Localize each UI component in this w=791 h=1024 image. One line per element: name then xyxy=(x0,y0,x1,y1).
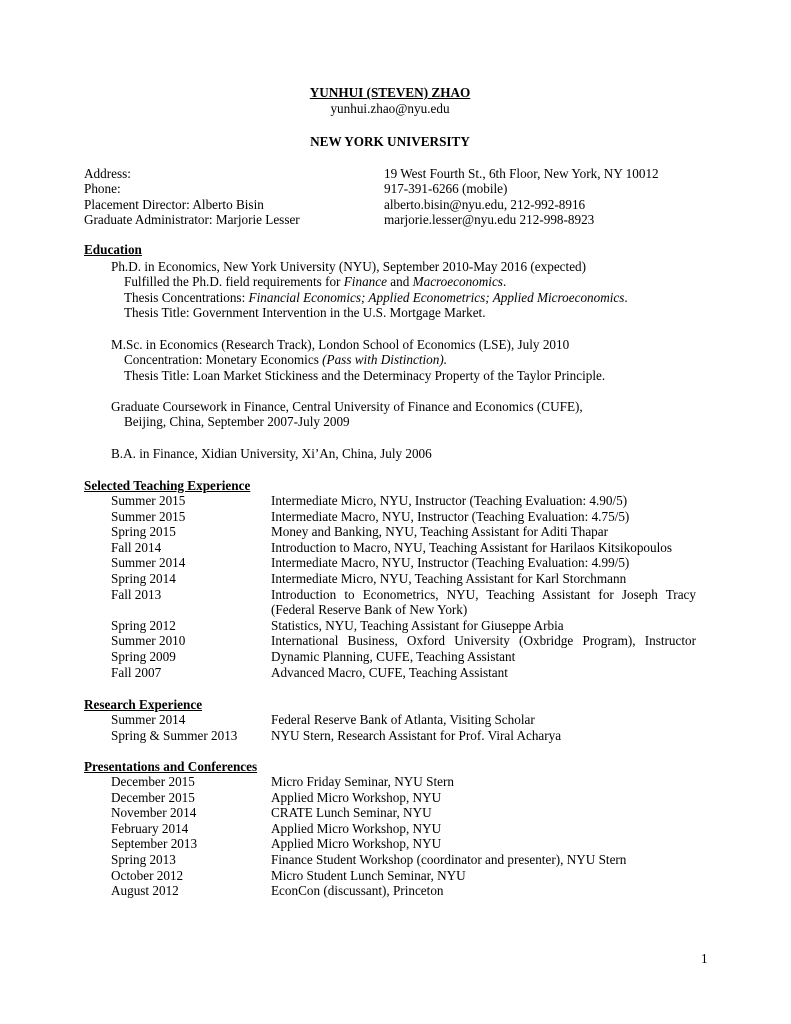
teaching-heading: Selected Teaching Experience xyxy=(84,478,251,493)
teaching-description: Money and Banking, NYU, Teaching Assistant for Aditi Thapar xyxy=(271,524,609,540)
contact-value: 19 West Fourth St., 6th Floor, New York, NY 10012 xyxy=(384,166,659,181)
author-email: yunhui.zhao@nyu.edu xyxy=(330,101,450,116)
teaching-description: Intermediate Macro, NYU, Instructor (Teaching Evaluation: 4.99/5) xyxy=(271,555,630,571)
teaching-term: Summer 2014 xyxy=(111,555,186,571)
teaching-term: Summer 2015 xyxy=(111,508,186,524)
teaching-description: Intermediate Macro, NYU, Instructor (Teaching Evaluation: 4.75/5) xyxy=(271,508,630,524)
presentations-term: December 2015 xyxy=(111,789,195,805)
teaching-description: Advanced Macro, CUFE, Teaching Assistant xyxy=(271,664,508,680)
research-description: Federal Reserve Bank of Atlanta, Visiting Scholar xyxy=(271,712,535,727)
teaching-term: Fall 2007 xyxy=(111,664,162,680)
presentations-term: November 2014 xyxy=(111,805,197,821)
research-term: Spring & Summer 2013 xyxy=(111,727,238,743)
cufe-coursework: Graduate Coursework in Finance, Central University of Finance and Economics (CUFE), xyxy=(111,399,583,414)
contact-value: marjorie.lesser@nyu.edu 212-998-8923 xyxy=(384,212,595,227)
teaching-description: International Business, Oxford University (Oxbridge Program), Instructor xyxy=(271,633,696,649)
presentations-description: Micro Student Lunch Seminar, NYU xyxy=(271,867,466,883)
ba-degree: B.A. in Finance, Xidian University, Xi’An, China, July 2006 xyxy=(111,446,432,461)
presentations-description: Finance Student Workshop (coordinator and presenter), NYU Stern xyxy=(271,852,627,867)
contact-value: alberto.bisin@nyu.edu, 212-992-8916 xyxy=(384,197,586,212)
presentations-term: Spring 2013 xyxy=(111,852,176,867)
teaching-description: Statistics, NYU, Teaching Assistant for Giuseppe Arbia xyxy=(271,617,564,633)
contact-label: Phone: xyxy=(84,181,121,196)
author-name: YUNHUI (STEVEN) ZHAO xyxy=(309,85,471,100)
teaching-description: Intermediate Micro, NYU, Instructor (Teaching Evaluation: 4.90/5) xyxy=(271,493,628,508)
teaching-term: Fall 2013 xyxy=(111,586,162,602)
presentations-term: September 2013 xyxy=(111,836,198,852)
research-heading: Research Experience xyxy=(84,697,203,712)
education-heading: Education xyxy=(84,242,142,257)
presentations-heading: Presentations and Conferences xyxy=(84,759,258,774)
presentations-description: Applied Micro Workshop, NYU xyxy=(271,789,442,805)
msc-thesis-title: Thesis Title: Loan Market Stickiness and the Determinacy Property of the Taylor Principle. xyxy=(124,368,606,383)
presentations-description: Applied Micro Workshop, NYU xyxy=(271,820,442,836)
contact-label: Graduate Administrator: Marjorie Lesser xyxy=(84,212,300,227)
presentations-term: February 2014 xyxy=(111,820,189,836)
phd-degree: Ph.D. in Economics, New York University (NYU), September 2010-May 2016 (expected) xyxy=(111,259,587,274)
teaching-term: Spring 2012 xyxy=(111,617,176,633)
cufe-location-date: Beijing, China, September 2007-July 2009 xyxy=(124,414,350,429)
teaching-description: Introduction to Macro, NYU, Teaching Assistant for Harilaos Kitsikopoulos xyxy=(271,539,672,555)
contact-label: Placement Director: Alberto Bisin xyxy=(84,197,264,212)
presentations-term: August 2012 xyxy=(111,883,179,899)
teaching-description-cont: (Federal Reserve Bank of New York) xyxy=(271,602,468,618)
teaching-term: Fall 2014 xyxy=(111,539,162,555)
phd-field-requirements: Fulfilled the Ph.D. field requirements for Finance and Macroeconomics. xyxy=(124,274,507,289)
phd-concentrations: Thesis Concentrations: Financial Economics; Applied Econometrics; Applied Microeconomics. xyxy=(124,290,628,305)
contact-label: Address: xyxy=(84,166,131,181)
university-name: NEW YORK UNIVERSITY xyxy=(310,134,470,149)
teaching-term: Summer 2015 xyxy=(111,493,186,508)
teaching-term: Spring 2015 xyxy=(111,524,176,540)
phd-thesis-title: Thesis Title: Government Intervention in the U.S. Mortgage Market. xyxy=(124,305,486,320)
presentations-term: December 2015 xyxy=(111,774,195,789)
page-number: 1 xyxy=(701,951,708,966)
teaching-description: Intermediate Micro, NYU, Teaching Assistant for Karl Storchmann xyxy=(271,571,627,586)
presentations-description: EconCon (discussant), Princeton xyxy=(271,883,444,899)
presentations-description: Applied Micro Workshop, NYU xyxy=(271,836,442,852)
contact-value: 917-391-6266 (mobile) xyxy=(384,181,508,196)
msc-degree: M.Sc. in Economics (Research Track), London School of Economics (LSE), July 2010 xyxy=(111,337,570,352)
teaching-term: Spring 2009 xyxy=(111,649,176,664)
teaching-term: Spring 2014 xyxy=(111,571,176,586)
presentations-description: CRATE Lunch Seminar, NYU xyxy=(271,805,432,821)
research-description: NYU Stern, Research Assistant for Prof. Viral Acharya xyxy=(271,727,562,743)
presentations-term: October 2012 xyxy=(111,867,184,883)
research-term: Summer 2014 xyxy=(111,712,186,727)
msc-concentration: Concentration: Monetary Economics (Pass with Distinction). xyxy=(124,352,448,367)
teaching-description: Dynamic Planning, CUFE, Teaching Assistant xyxy=(271,649,516,664)
teaching-term: Summer 2010 xyxy=(111,633,186,649)
presentations-description: Micro Friday Seminar, NYU Stern xyxy=(271,774,454,789)
teaching-description: Introduction to Econometrics, NYU, Teaching Assistant for Joseph Tracy xyxy=(271,586,696,602)
